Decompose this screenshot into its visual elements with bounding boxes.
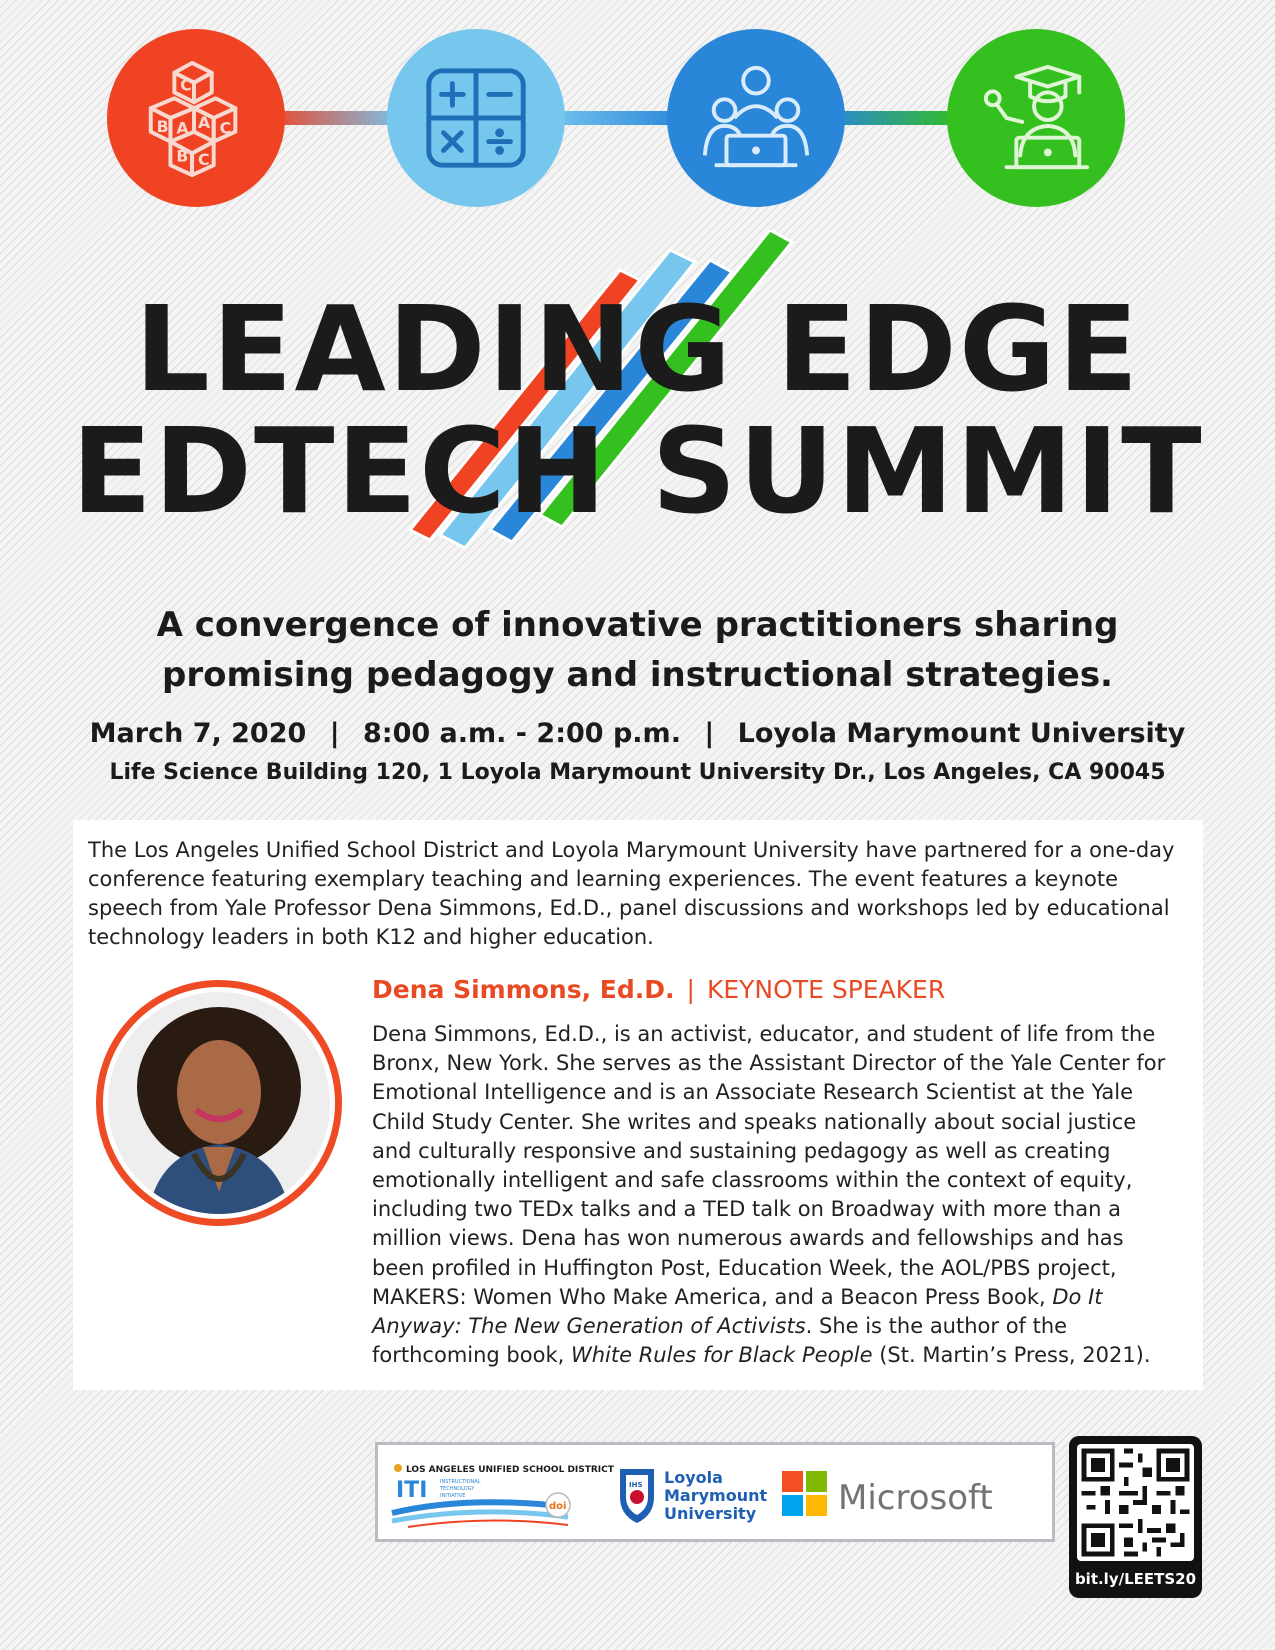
calculator-icon	[417, 59, 535, 177]
title-line-1: LEADING EDGE	[134, 280, 1141, 418]
iti-subtitle: TECHNOLOGY	[440, 1486, 475, 1492]
doi-mark: doi	[549, 1501, 567, 1512]
event-date: March 7, 2020	[89, 718, 307, 749]
book-title-1: Do It Anyway: The New Generation of Activists	[372, 1284, 1103, 1339]
speaker-heading	[372, 975, 945, 1004]
qr-code[interactable]	[1077, 1444, 1194, 1561]
book-title-2: White Rules for Black People	[570, 1343, 873, 1368]
lmu-name-line: Marymount	[664, 1486, 768, 1505]
event-details	[0, 718, 1275, 749]
block-letter: C	[197, 150, 210, 170]
speaker-name: Dena Simmons, Ed.D.	[372, 975, 675, 1004]
tagline	[0, 600, 1275, 700]
block-letter: B	[176, 146, 189, 166]
calculator-circle	[387, 29, 565, 207]
microsoft-wordmark: Microsoft	[838, 1478, 993, 1518]
bio-end: (St. Martin’s Press, 2021).	[872, 1343, 1151, 1368]
block-letter: A	[197, 112, 211, 132]
iti-subtitle: INSTRUCTIONAL	[440, 1479, 481, 1485]
block-letter: C	[180, 75, 192, 95]
lausd-name: LOS ANGELES UNIFIED SCHOOL DISTRICT	[406, 1465, 614, 1475]
speaker-portrait	[108, 992, 330, 1214]
lmu-seal-text: IHS	[629, 1481, 643, 1489]
connector-red-lightblue	[265, 111, 405, 125]
abc-blocks-icon	[137, 59, 255, 177]
block-letter: B	[156, 116, 169, 136]
lmu-logo	[620, 1468, 767, 1523]
lmu-name-line: Loyola	[664, 1468, 723, 1487]
qr-code-pattern	[1077, 1444, 1194, 1561]
event-venue: Loyola Marymount University	[737, 718, 1186, 749]
iti-mark: ITI	[396, 1478, 428, 1503]
tagline-line-1: A convergence of innovative practitioners sharing	[156, 605, 1119, 645]
speaker-portrait-illustration	[108, 992, 330, 1214]
speaker-bio	[372, 1020, 1177, 1370]
graduate-laptop-circle	[947, 29, 1125, 207]
intro-paragraph: The Los Angeles Unified School District and Loyola Marymount University have partnered for a one-day conference featuring exemplary teaching and learning experiences. The event features a keynote speech from Yale Professor Dena Simmons, Ed.D., panel discussions and workshops led by educational technology leaders in both K12 and higher education.	[88, 838, 1175, 949]
iti-subtitle: INITIATIVE	[440, 1493, 466, 1499]
group-laptop-icon	[697, 59, 815, 177]
block-letter: C	[219, 118, 232, 138]
bio-mid: . She is the author of the forthcoming book,	[372, 1314, 1068, 1368]
connector-lightblue-blue	[545, 111, 685, 125]
microsoft-logo	[782, 1471, 993, 1518]
event-time: 8:00 a.m. - 2:00 p.m.	[362, 718, 681, 749]
separator: |	[329, 718, 340, 749]
connector-blue-green	[825, 111, 965, 125]
speaker-photo	[96, 980, 342, 1226]
lmu-name-line: University	[664, 1504, 757, 1523]
graduate-laptop-icon	[977, 59, 1095, 177]
qr-caption[interactable]: bit.ly/LEETS20	[1074, 1570, 1197, 1588]
group-laptop-circle	[667, 29, 845, 207]
abc-blocks-circle	[107, 29, 285, 207]
tagline-line-2: promising pedagogy and instructional strategies.	[162, 655, 1113, 695]
bio-main: Dena Simmons, Ed.D., is an activist, educator, and student of life from the Bronx, New York. She serves as the Assistant Director of the Yale Center for Emotional Intelligence and is an Associate Research Scientist at the Yale Child Study Center. She writes and speaks nationally about social justice and culturally responsive and sustaining pedagogy as well as creating emotionally intelligent and safe classrooms within the context of equity, including two TEDx talks and a TED talk on Broadway with more than a million views. Dena has won numerous awards and fellowships and has been profiled in Huffington Post, Education Week, the AOL/PBS project, MAKERS: Women Who Make America, and a Beacon Press Book,	[372, 1022, 1166, 1309]
sponsor-logos-graphic	[378, 1445, 1052, 1539]
lausd-iti-logo	[392, 1464, 615, 1527]
separator: |	[686, 975, 695, 1004]
speaker-role: KEYNOTE SPEAKER	[706, 975, 946, 1004]
title-line-2: EDTECH SUMMIT	[71, 402, 1204, 540]
event-address: Life Science Building 120, 1 Loyola Marymount University Dr., Los Angeles, CA 90045	[109, 760, 1166, 785]
separator: |	[704, 718, 715, 749]
block-letter: A	[176, 118, 189, 138]
qr-code-block[interactable]	[1069, 1436, 1202, 1598]
sponsor-logos	[375, 1442, 1055, 1542]
